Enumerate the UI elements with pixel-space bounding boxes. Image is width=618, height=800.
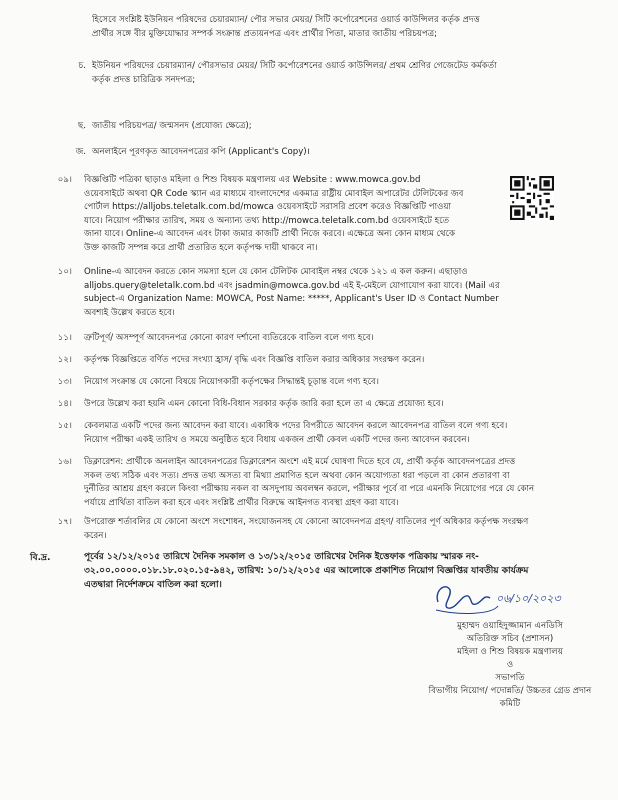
item-line: অবশ্যই উল্লেখ করতে হবে। xyxy=(84,307,175,318)
item-line: পর্যায়ে প্রার্থিতা বাতিল করা হবে এবং সংশ্লিষ্ট প্রার্থীর বিরুদ্ধে আইনগত ব্যবস্থা গ্রহণ করা যাবে। xyxy=(84,497,399,508)
item-line: দুর্নীতির আশ্রয় গ্রহণ করলে কিংবা পরীক্ষায় নকল বা অসদুপায় অবলম্বন করলে, পরীক্ষার পূর্বে বা পরে এমনকি নিয়োগের পরে যে কোন xyxy=(84,484,535,495)
item-number: ১০। xyxy=(57,267,72,277)
signatory-and: ও xyxy=(506,660,514,670)
item-line: alljobs.query@teletalk.com.bd এবং jsadmin@mowca.gov.bd এই ই-মেইলে যোগাযোগ করা যাবে। (Mail এর xyxy=(84,280,500,291)
item-line: Online-এ আবেদন করতে কোন সমস্যা হলে যে কোন টেলিটক মোবাইল নম্বর থেকে ১২১ এ কল করুন। এছাড়াও xyxy=(84,267,468,277)
item-line: ত্রুটিপূর্ণ/ অসম্পূর্ণ আবেদনপত্র কোনো কারণ দর্শানো ব্যতিরেকে বাতিল বলে গণ্য হবে। xyxy=(84,333,374,343)
sub-item-line: জাতীয় পরিচয়পত্র/ জন্মসনদ (প্রযোজ্য ক্ষেত্রে); xyxy=(92,121,252,131)
signatory-name: মুহাম্মদ ওয়াহিদুজ্জামান এনডিসি xyxy=(457,621,563,631)
item-line: ডিক্লারেশন: প্রার্থীকে অনলাইন আবেদনপত্রের ডিক্লারেশন অংশে এই মর্মে ঘোষণা দিতে হবে যে, প্রার্থী কর্তৃক আবেদনপত্রের প্রদত্ত xyxy=(84,457,516,467)
item-text xyxy=(84,354,604,368)
sub-item-line: ইউনিয়ন পরিষদের চেয়ারম্যান/ পৌরসভার মেয়র/ সিটি কর্পোরেশনের ওয়ার্ড কাউন্সিলর/ প্রথম শ্রেণির গেজেটেড কর্মকর্তা xyxy=(92,61,497,71)
sub-item-label: ছ. xyxy=(78,121,86,131)
committee-line: কমিটি xyxy=(499,699,521,709)
nb-label: বি.দ্র. xyxy=(30,553,51,563)
intro-line: হিসেবে সংশ্লিষ্ট ইউনিয়ন পরিষদের চেয়ারম্যান/ পৌর সভার মেয়র/ সিটি কর্পোরেশনের ওয়ার্ড কাউন্সিলর কর্তৃক প্রদত্ত xyxy=(92,15,480,25)
item-text xyxy=(84,376,604,390)
item-text xyxy=(84,332,604,346)
item-text xyxy=(84,516,604,543)
item-number: ১৭। xyxy=(57,517,72,527)
item-text xyxy=(84,266,604,320)
intro-text xyxy=(92,14,604,41)
intro-line: প্রার্থীর সঙ্গে বীর মুক্তিযোদ্ধার সম্পর্ক সংক্রান্ত প্রত্যয়নপত্র এবং প্রার্থীর পিতা, মাতার জাতীয় পরিচয়পত্র; xyxy=(92,28,438,39)
handwritten-signature xyxy=(432,576,562,620)
item-number: ১৬। xyxy=(57,457,72,467)
sub-item-label: চ. xyxy=(78,61,86,71)
item-number: ১৩। xyxy=(57,377,72,387)
sub-item-label: জ. xyxy=(75,147,86,157)
sub-item-text xyxy=(92,120,604,134)
nb-line: পূর্বের ১২/১২/২০১৫ তারিখে দৈনিক সমকাল ও ১৩/১২/২০১৫ তারিখের দৈনিক ইত্তেফাক পত্রিকায় স্মারক নং- xyxy=(84,552,479,562)
item-number: ১৫। xyxy=(57,421,72,431)
sub-item-text xyxy=(92,60,604,87)
item-line: subject-এ Organization Name: MOWCA, Post Name: *****, Applicant's User ID ও Contact Number xyxy=(84,294,499,305)
item-line: উপরোক্ত শর্তাবলির যে কোনো অংশে সংশোধন, সংযোজনসহ যে কোনো আবেদনপত্র গ্রহণ/ বাতিলের পূর্ণ অধিকার কর্তৃপক্ষ সংরক্ষণ xyxy=(84,517,529,527)
sub-item-line: কর্তৃক প্রদত্ত চারিত্রিক সনদপত্র; xyxy=(92,74,196,85)
sub-item-text xyxy=(92,146,604,160)
item-line: উপরে উল্লেখ করা হয়নি এমন কোনো বিধি-বিধান সরকার কর্তৃক জারি করা হলে তা এ ক্ষেত্রে প্রযোজ্য হবে। xyxy=(84,399,444,409)
signatory-role: সভাপতি xyxy=(495,673,525,683)
signature-block xyxy=(420,620,600,711)
signatory-designation: অতিরিক্ত সচিব (প্রশাসন) xyxy=(466,634,554,644)
qr-code-icon[interactable] xyxy=(510,176,554,220)
signatory-ministry: মহিলা ও শিশু বিষয়ক মন্ত্রণালয় xyxy=(457,647,563,657)
item-line: জানা যাবে। Online-এ আবেদন এবং টাকা জমার কাজটি প্রার্থী নিজে করবে। এক্ষেত্রে অন্য কোন মাধ্যম থেকে xyxy=(84,229,455,240)
nb-line: ৩২.০০.০০০০.০১৮.১৮.০২০.১৫-৯৪২, তারিখ: ১০/১২/২০১৫ এর আলোকে প্রকাশিত নিয়োগ বিজ্ঞপ্তির যাবতীয় কার্যক্রম xyxy=(84,566,529,576)
item-line: সকল তথ্য সঠিক এবং সত্য। প্রদত্ত তথ্য অসত্য বা মিথ্যা প্রমাণিত হলে অথবা কোন অযোগ্যতা ধরা পড়লে বা কোন প্রতারণা বা xyxy=(84,470,510,481)
item-line: কেবলমাত্র একটি পদের জন্য আবেদন করা যাবে। একাধিক পদের বিপরীতে আবেদন করলে আবেদনপত্র বাতিল বলে গণ্য হবে। xyxy=(84,421,508,431)
item-number: ১২। xyxy=(57,355,72,365)
item-line: করেন। xyxy=(84,530,107,541)
item-line: পোর্টাল https://alljobs.teletalk.com.bd/mowca ওয়েবসাইটে সরাসরি প্রবেশ করেও বিজ্ঞপ্তিটি পাওয়া xyxy=(84,202,452,213)
handwritten-date: ০৬/১০/২০২৩ xyxy=(496,592,561,605)
sub-item-line: অনলাইনে পূরণকৃত আবেদনপত্রের কপি (Applicant's Copy)। xyxy=(92,147,310,157)
item-line: ওয়েবসাইটে অথবা QR Code স্ক্যান এর মাধ্যমে বাংলাদেশের একমাত্র রাষ্ট্রীয় মোবাইল অপারেটর টেলিটকের জব xyxy=(84,188,464,199)
item-number: ১৪। xyxy=(57,399,72,409)
item-line: নিয়োগ সংক্রান্ত যে কোনো বিষয়ে নিয়োগকারী কর্তৃপক্ষের সিদ্ধান্তই চূড়ান্ত বলে গণ্য হবে। xyxy=(84,377,379,387)
item-line: কর্তৃপক্ষ বিজ্ঞপ্তিতে বর্ণিত পদের সংখ্যা হ্রাস/ বৃদ্ধি এবং বিজ্ঞপ্তি বাতিল করার অধিকার সংরক্ষণ করেন। xyxy=(84,355,425,365)
committee-line: বিভাগীয় নিয়োগ/ পদোন্নতি/ উচ্চতর গ্রেড প্রদান xyxy=(428,686,592,696)
item-text xyxy=(84,174,502,256)
item-line: উক্ত কাজটি সম্পন্ন করে প্রার্থী প্রতারিত হলে কর্তৃপক্ষ দায়ী থাকবে না। xyxy=(84,242,318,253)
item-text xyxy=(84,398,604,412)
item-text xyxy=(84,456,604,510)
item-line: বিজ্ঞপ্তিটি পত্রিকা ছাড়াও মহিলা ও শিশু বিষয়ক মন্ত্রণালয় এর Website : www.mowca.gov.bd xyxy=(84,175,421,185)
item-line: নিয়োগ পরীক্ষা একই তারিখ ও সময়ে অনুষ্ঠিত হবে বিধায় একজন প্রার্থী কেবল একটি পদের জন্য আবেদন করবেন। xyxy=(84,434,470,445)
item-number: ০৯। xyxy=(57,175,72,185)
item-number: ১১। xyxy=(57,333,72,343)
item-text xyxy=(84,420,604,447)
item-line: যাবে। নিয়োগ পরীক্ষার তারিখ, সময় ও অন্যান্য তথ্য http://mowca.teletalk.com.bd ওয়েবসাইটে হতে xyxy=(84,215,450,226)
nb-line: এতদ্বারা নির্দেশক্রমে বাতিল করা হলো। xyxy=(84,580,222,590)
